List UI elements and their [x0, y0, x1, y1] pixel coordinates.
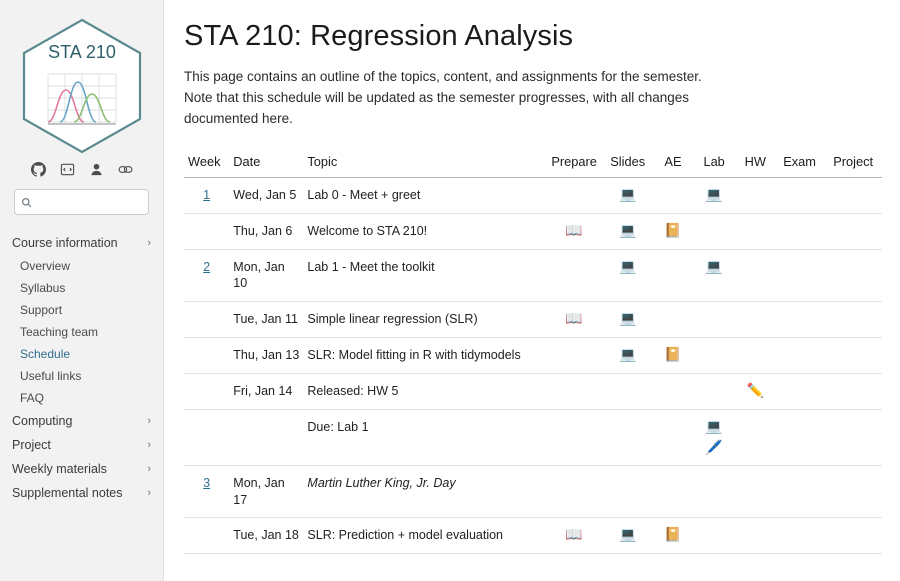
cell-date: Tue, Jan 11: [229, 302, 303, 338]
cell-exam: [775, 338, 824, 374]
week-link[interactable]: 1: [203, 187, 211, 202]
notepad-icon[interactable]: 📔: [664, 221, 682, 238]
cell-project: [824, 518, 882, 554]
cell-lab: [693, 465, 736, 518]
cell-lab: [693, 177, 736, 213]
cell-hw: [736, 338, 775, 374]
table-row: [184, 249, 882, 302]
cell-topic: Lab 1 - Meet the toolkit: [303, 249, 546, 302]
cell-hw: [736, 409, 775, 465]
sidebar-item-useful-links[interactable]: [0, 365, 163, 387]
table-row: [184, 213, 882, 249]
cell-prepare: [546, 374, 602, 410]
chevron-right-icon: ›: [147, 414, 151, 427]
cell-ae: [653, 338, 692, 374]
sidebar-nav: [0, 231, 163, 505]
chevron-right-icon: ›: [147, 462, 151, 475]
cell-exam: [775, 213, 824, 249]
sidebar-item-teaching-team[interactable]: [0, 321, 163, 343]
person-icon[interactable]: [89, 162, 104, 177]
book-icon[interactable]: 📖: [565, 221, 583, 238]
column-header-week: Week: [184, 148, 229, 178]
sidebar-section-supplemental-notes[interactable]: [0, 481, 163, 505]
cell-week: [184, 409, 229, 465]
sidebar-item-label: FAQ: [20, 391, 45, 405]
cell-date: Thu, Jan 13: [229, 338, 303, 374]
table-row: [184, 409, 882, 465]
sidebar-section-label: Course information: [12, 236, 118, 250]
sta-210-hex-logo: [18, 16, 146, 156]
cell-prepare: [546, 177, 602, 213]
sidebar-section-label: Computing: [12, 414, 73, 428]
cell-prepare: [546, 302, 602, 338]
cell-project: [824, 213, 882, 249]
laptop-icon[interactable]: 💻: [618, 257, 637, 274]
page-title: STA 210: Regression Analysis: [184, 20, 574, 52]
sidebar-item-label: Teaching team: [20, 325, 99, 339]
cell-ae: [653, 213, 692, 249]
laptop-icon[interactable]: 💻: [705, 257, 723, 274]
cell-hw: [736, 177, 775, 213]
cell-lab: [693, 409, 736, 465]
cell-slides: [602, 302, 653, 338]
cell-ae: [653, 465, 692, 518]
link-icon[interactable]: [118, 162, 133, 177]
cell-ae: [653, 518, 692, 554]
sidebar-item-support[interactable]: [0, 299, 163, 321]
table-row: [184, 177, 882, 213]
cell-exam: [775, 249, 824, 302]
cell-topic: Simple linear regression (SLR): [303, 302, 546, 338]
cell-date: Mon, Jan 10: [229, 249, 303, 302]
cell-prepare: [546, 213, 602, 249]
sidebar-section-weekly-materials[interactable]: [0, 457, 163, 481]
cell-exam: [775, 409, 824, 465]
cell-date: Fri, Jan 14: [229, 374, 303, 410]
social-links: [0, 162, 163, 177]
search-input[interactable]: [32, 195, 142, 209]
sidebar-item-faq[interactable]: [0, 387, 163, 409]
main-content: [164, 0, 900, 581]
cell-project: [824, 338, 882, 374]
laptop-icon[interactable]: 💻: [618, 185, 637, 202]
sidebar-item-label: Schedule: [20, 347, 71, 361]
cell-prepare: [546, 249, 602, 302]
table-row: [184, 374, 882, 410]
cell-hw: [736, 465, 775, 518]
table-row: [184, 518, 882, 554]
cell-week: [184, 465, 229, 518]
cell-topic: Lab 0 - Meet + greet: [303, 177, 546, 213]
table-header-row: [184, 148, 882, 178]
cell-hw: [736, 302, 775, 338]
table-body: [184, 177, 882, 554]
cell-hw: [736, 518, 775, 554]
cell-project: [824, 465, 882, 518]
table-row: [184, 302, 882, 338]
cell-week: [184, 177, 229, 213]
cell-date: Wed, Jan 5: [229, 177, 303, 213]
cell-week: [184, 338, 229, 374]
cell-hw: [736, 374, 775, 410]
cell-exam: [775, 518, 824, 554]
sidebar-section-project[interactable]: [0, 433, 163, 457]
cell-slides: [602, 465, 653, 518]
column-header-lab: Lab: [693, 148, 736, 178]
laptop-icon[interactable]: 💻: [618, 526, 637, 543]
cell-lab: [693, 302, 736, 338]
cell-ae: [653, 177, 692, 213]
cell-week: [184, 213, 229, 249]
chevron-right-icon: ›: [147, 438, 151, 451]
cell-project: [824, 374, 882, 410]
sidebar-item-schedule[interactable]: [0, 343, 163, 365]
book-icon[interactable]: 📖: [565, 526, 583, 543]
laptop-icon[interactable]: 💻: [618, 346, 637, 363]
cell-topic: Welcome to STA 210!: [303, 213, 546, 249]
cell-topic: SLR: Prediction + model evaluation: [303, 518, 546, 554]
cell-date: [229, 409, 303, 465]
table-row: [184, 465, 882, 518]
cell-date: Tue, Jan 18: [229, 518, 303, 554]
cell-project: [824, 177, 882, 213]
sidebar-item-syllabus[interactable]: [0, 277, 163, 299]
chevron-right-icon: ›: [147, 486, 151, 499]
cell-hw: [736, 213, 775, 249]
sidebar-item-overview[interactable]: [0, 255, 163, 277]
notepad-icon[interactable]: 📔: [664, 526, 682, 543]
column-header-ae: AE: [653, 148, 692, 178]
cell-ae: [653, 409, 692, 465]
book-icon[interactable]: 📖: [565, 310, 583, 327]
cell-ae: [653, 374, 692, 410]
cell-exam: [775, 465, 824, 518]
cell-week: [184, 302, 229, 338]
search-icon: [21, 197, 32, 208]
cell-slides: [602, 249, 653, 302]
pen-icon[interactable]: 🖊️: [705, 439, 723, 456]
table-header: [184, 148, 882, 178]
cell-topic: Released: HW 5: [303, 374, 546, 410]
page-intro: This page contains an outline of the topics, content, and assignments for the semester. Note that this schedule will be updated as the semester progresses, with all changes documented here.: [184, 69, 702, 126]
sidebar-section-label: Supplemental notes: [12, 486, 123, 500]
github-icon[interactable]: [31, 162, 46, 177]
cell-project: [824, 302, 882, 338]
notepad-icon[interactable]: 📔: [664, 346, 682, 363]
column-header-slides: Slides: [602, 148, 653, 178]
cell-slides: [602, 374, 653, 410]
cell-slides: [602, 177, 653, 213]
cell-slides: [602, 518, 653, 554]
cell-ae: [653, 249, 692, 302]
chevron-right-icon: ›: [147, 236, 151, 249]
sidebar-section-label: Weekly materials: [12, 462, 107, 476]
cell-prepare: [546, 465, 602, 518]
cell-lab: [693, 374, 736, 410]
cell-exam: [775, 374, 824, 410]
cell-prepare: [546, 409, 602, 465]
sidebar-item-label: Overview: [20, 259, 71, 273]
cell-lab: [693, 518, 736, 554]
sidebar: [0, 0, 164, 581]
column-header-prepare: Prepare: [546, 148, 602, 178]
sidebar-section-computing[interactable]: [0, 409, 163, 433]
cell-topic: Due: Lab 1: [303, 409, 546, 465]
column-header-project: Project: [824, 148, 882, 178]
pencil-icon[interactable]: ✏️: [746, 382, 765, 399]
cell-topic: Martin Luther King, Jr. Day: [303, 465, 546, 518]
sidebar-item-label: Syllabus: [20, 281, 66, 295]
cell-slides: [602, 213, 653, 249]
cell-ae: [653, 302, 692, 338]
schedule-table: [184, 148, 882, 555]
laptop-icon[interactable]: 💻: [705, 417, 723, 434]
cell-date: Mon, Jan 17: [229, 465, 303, 518]
cell-exam: [775, 177, 824, 213]
logo-text: STA 210: [47, 42, 116, 62]
cell-exam: [775, 302, 824, 338]
sidebar-item-label: Useful links: [20, 369, 82, 383]
search-container: [0, 177, 163, 219]
cell-project: [824, 409, 882, 465]
cell-project: [824, 249, 882, 302]
code-icon[interactable]: [60, 162, 75, 177]
cell-week: [184, 374, 229, 410]
cell-slides: [602, 409, 653, 465]
week-link[interactable]: 3: [203, 475, 211, 490]
sidebar-section-course-information[interactable]: [0, 231, 163, 255]
cell-prepare: [546, 338, 602, 374]
cell-week: [184, 249, 229, 302]
cell-lab: [693, 338, 736, 374]
column-header-hw: HW: [736, 148, 775, 178]
cell-week: [184, 518, 229, 554]
sidebar-section-label: Project: [12, 438, 51, 452]
laptop-icon[interactable]: 💻: [618, 310, 637, 327]
cell-slides: [602, 338, 653, 374]
laptop-icon[interactable]: 💻: [705, 185, 723, 202]
week-link[interactable]: 2: [203, 259, 211, 274]
column-header-topic: Topic: [303, 148, 546, 178]
cell-hw: [736, 249, 775, 302]
laptop-icon[interactable]: 💻: [618, 221, 637, 238]
cell-lab: [693, 213, 736, 249]
cell-date: Thu, Jan 6: [229, 213, 303, 249]
site-logo[interactable]: [0, 16, 163, 156]
column-header-date: Date: [229, 148, 303, 178]
search-box[interactable]: [14, 189, 149, 215]
cell-prepare: [546, 518, 602, 554]
column-header-exam: Exam: [775, 148, 824, 178]
cell-lab: [693, 249, 736, 302]
sidebar-item-label: Support: [20, 303, 63, 317]
table-row: [184, 338, 882, 374]
cell-topic: SLR: Model fitting in R with tidymodels: [303, 338, 546, 374]
